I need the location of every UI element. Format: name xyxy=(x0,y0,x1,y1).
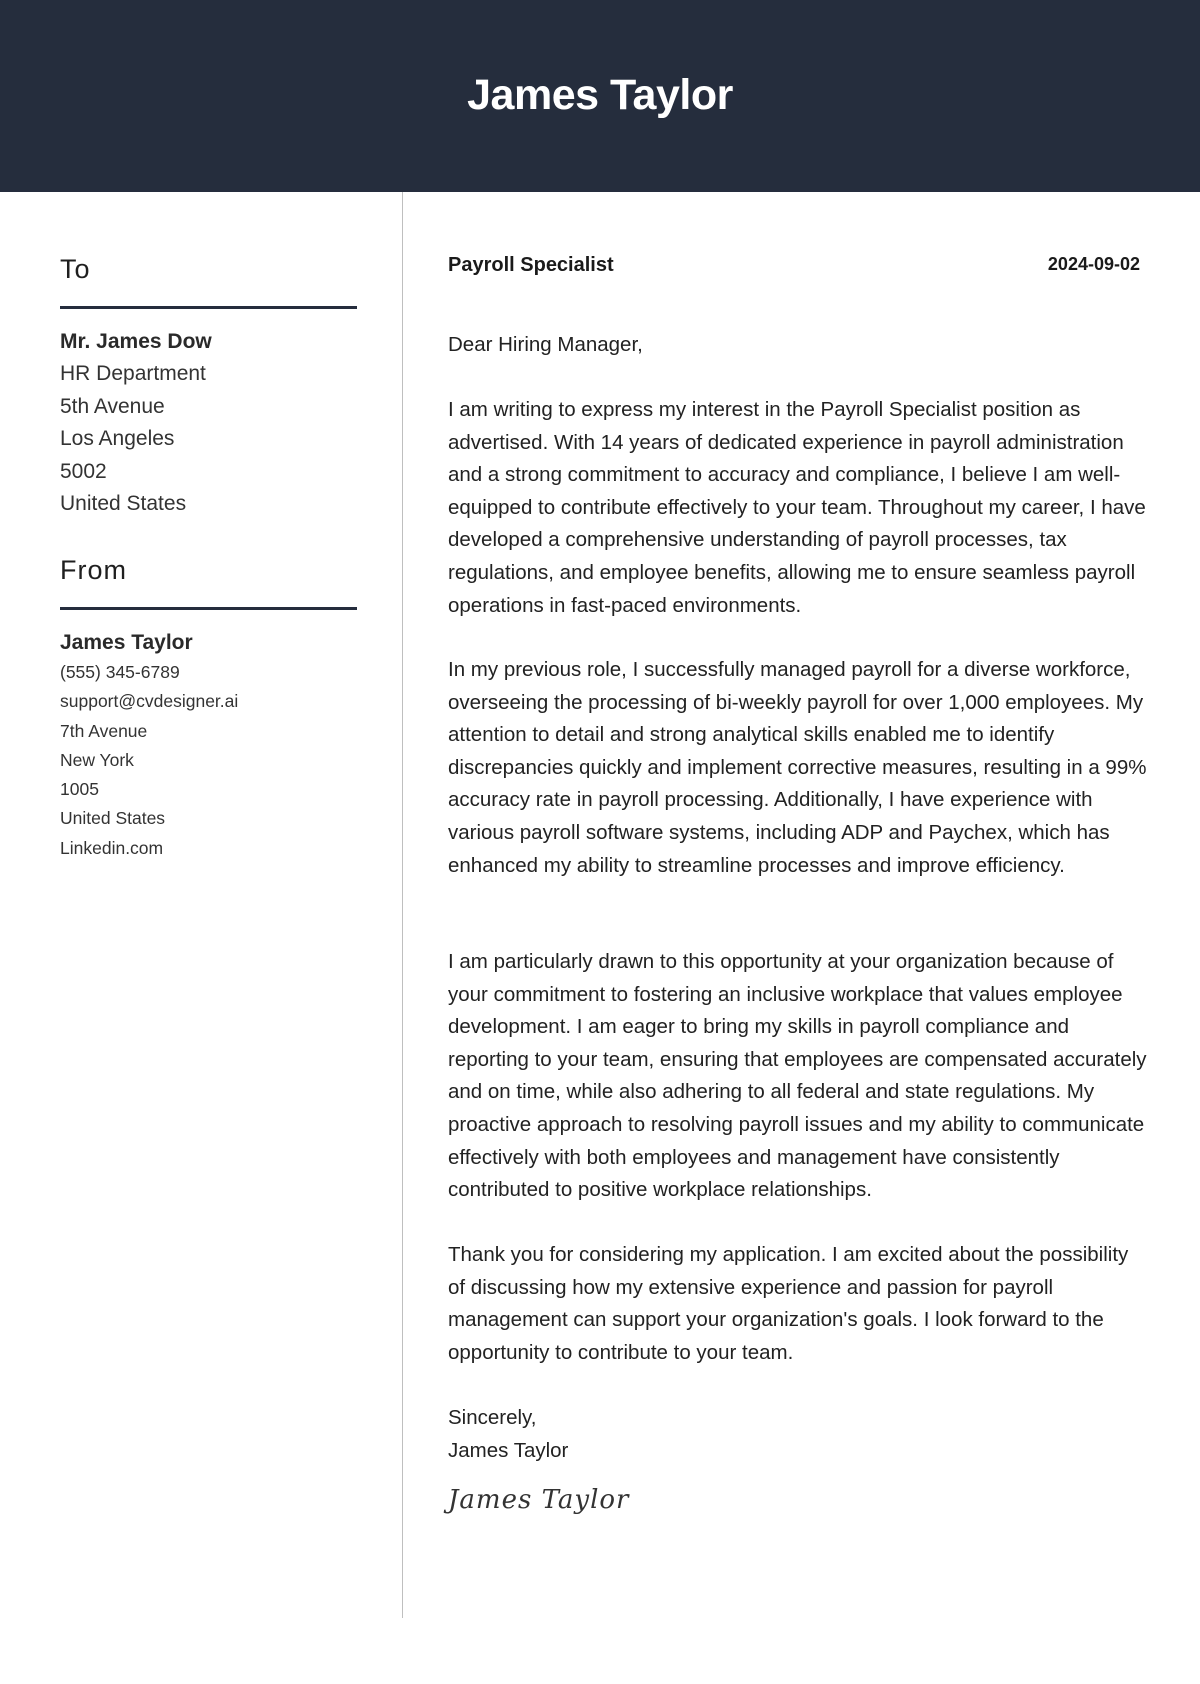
closing: Sincerely, xyxy=(448,1406,537,1429)
column-divider xyxy=(402,192,403,1618)
sender-block xyxy=(60,627,357,863)
sender-name: James Taylor xyxy=(60,631,193,654)
sender-email: support@cvdesigner.ai xyxy=(60,691,239,712)
to-heading: To xyxy=(60,254,91,284)
recipient-block xyxy=(60,325,357,521)
applicant-name-title: James Taylor xyxy=(467,70,733,119)
paragraph-3: I am particularly drawn to this opportunity at your organization because of your commitment to fostering an inclusive workplace that values employee development. I am eager to bring my skills in payroll compliance and reporting to your team, ensuring that employees are compensated accurately and on time, while also adhering to all federal and state regulations. My proactive approach to resolving payroll issues and my ability to communicate effectively with both employees and management have consistently contributed to positive workplace relationships. xyxy=(448,950,1147,1202)
job-title: Payroll Specialist xyxy=(448,254,614,276)
sender-street: 7th Avenue xyxy=(60,720,148,741)
paragraph-2: In my previous role, I successfully managed payroll for a diverse workforce, overseeing the processing of bi-weekly payroll for over 1,000 employees. My attention to detail and strong analytical skills enabled me to identify discrepancies quickly and implement corrective measures, resulting in a 99% accuracy rate in payroll processing. Additionally, I have experience with various payroll software systems, including ADP and Paychex, which has enhanced my ability to streamline processes and improve efficiency. xyxy=(448,658,1147,877)
sender-city: New York xyxy=(60,749,134,770)
header-banner xyxy=(0,0,1200,192)
signoff-name: James Taylor xyxy=(448,1439,569,1462)
recipient-country: United States xyxy=(60,492,187,516)
recipient-street: 5th Avenue xyxy=(60,394,165,418)
paragraph-1: I am writing to express my interest in the Payroll Specialist position as advertised. With 14 years of dedicated experience in payroll administration and a strong commitment to accuracy and compliance, I believe I am well-equipped to contribute effectively to your team. Throughout my career, I have developed a comprehensive understanding of payroll processes, tax regulations, and employee benefits, allowing me to ensure seamless payroll operations in fast-paced environments. xyxy=(448,398,1146,617)
from-rule xyxy=(60,607,357,610)
recipient-zip: 5002 xyxy=(60,459,107,483)
sender-linkedin: Linkedin.com xyxy=(60,837,164,858)
recipient-city: Los Angeles xyxy=(60,427,175,451)
sender-phone: (555) 345-6789 xyxy=(60,662,180,682)
sender-country: United States xyxy=(60,808,166,829)
handwritten-signature: James Taylor xyxy=(448,1485,630,1515)
letter-date: 2024-09-02 xyxy=(1047,254,1140,274)
from-heading: From xyxy=(60,555,127,585)
salutation: Dear Hiring Manager, xyxy=(448,333,643,356)
recipient-department: HR Department xyxy=(60,362,206,385)
paragraph-4: Thank you for considering my application. I am excited about the possibility of discussing how my extensive experience and passion for payroll management can support your organization's goals. I look forward to the opportunity to contribute to your team. xyxy=(448,1243,1129,1364)
recipient-name: Mr. James Dow xyxy=(60,330,212,353)
to-rule xyxy=(60,306,357,309)
sender-zip: 1005 xyxy=(60,779,99,800)
